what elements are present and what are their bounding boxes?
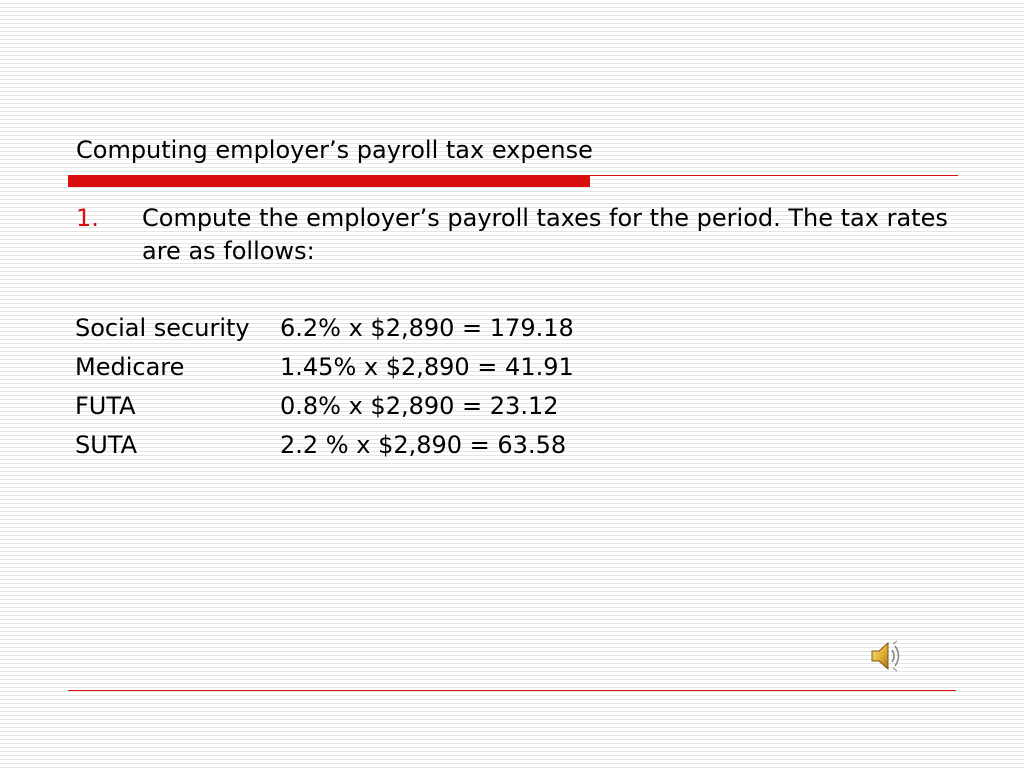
tax-calculation: 6.2% x $2,890 = 179.18 — [280, 314, 574, 342]
list-number: 1. — [76, 204, 99, 232]
title-underline-thick — [68, 175, 590, 187]
tax-name: FUTA — [75, 392, 136, 420]
title-underline-thin — [590, 175, 958, 176]
tax-calculation: 2.2 % x $2,890 = 63.58 — [280, 431, 567, 459]
speaker-icon[interactable] — [868, 638, 904, 674]
footer-divider — [68, 690, 956, 691]
tax-name: Medicare — [75, 353, 185, 381]
tax-name: SUTA — [75, 431, 138, 459]
list-text: Compute the employer’s payroll taxes for the period. The tax rates are as follows: — [142, 204, 948, 265]
tax-calculation: 1.45% x $2,890 = 41.91 — [280, 353, 574, 381]
slide-title: Computing employer’s payroll tax expense — [76, 136, 593, 164]
tax-calculation: 0.8% x $2,890 = 23.12 — [280, 392, 559, 420]
title-underline — [68, 175, 958, 187]
tax-name: Social security — [75, 314, 250, 342]
